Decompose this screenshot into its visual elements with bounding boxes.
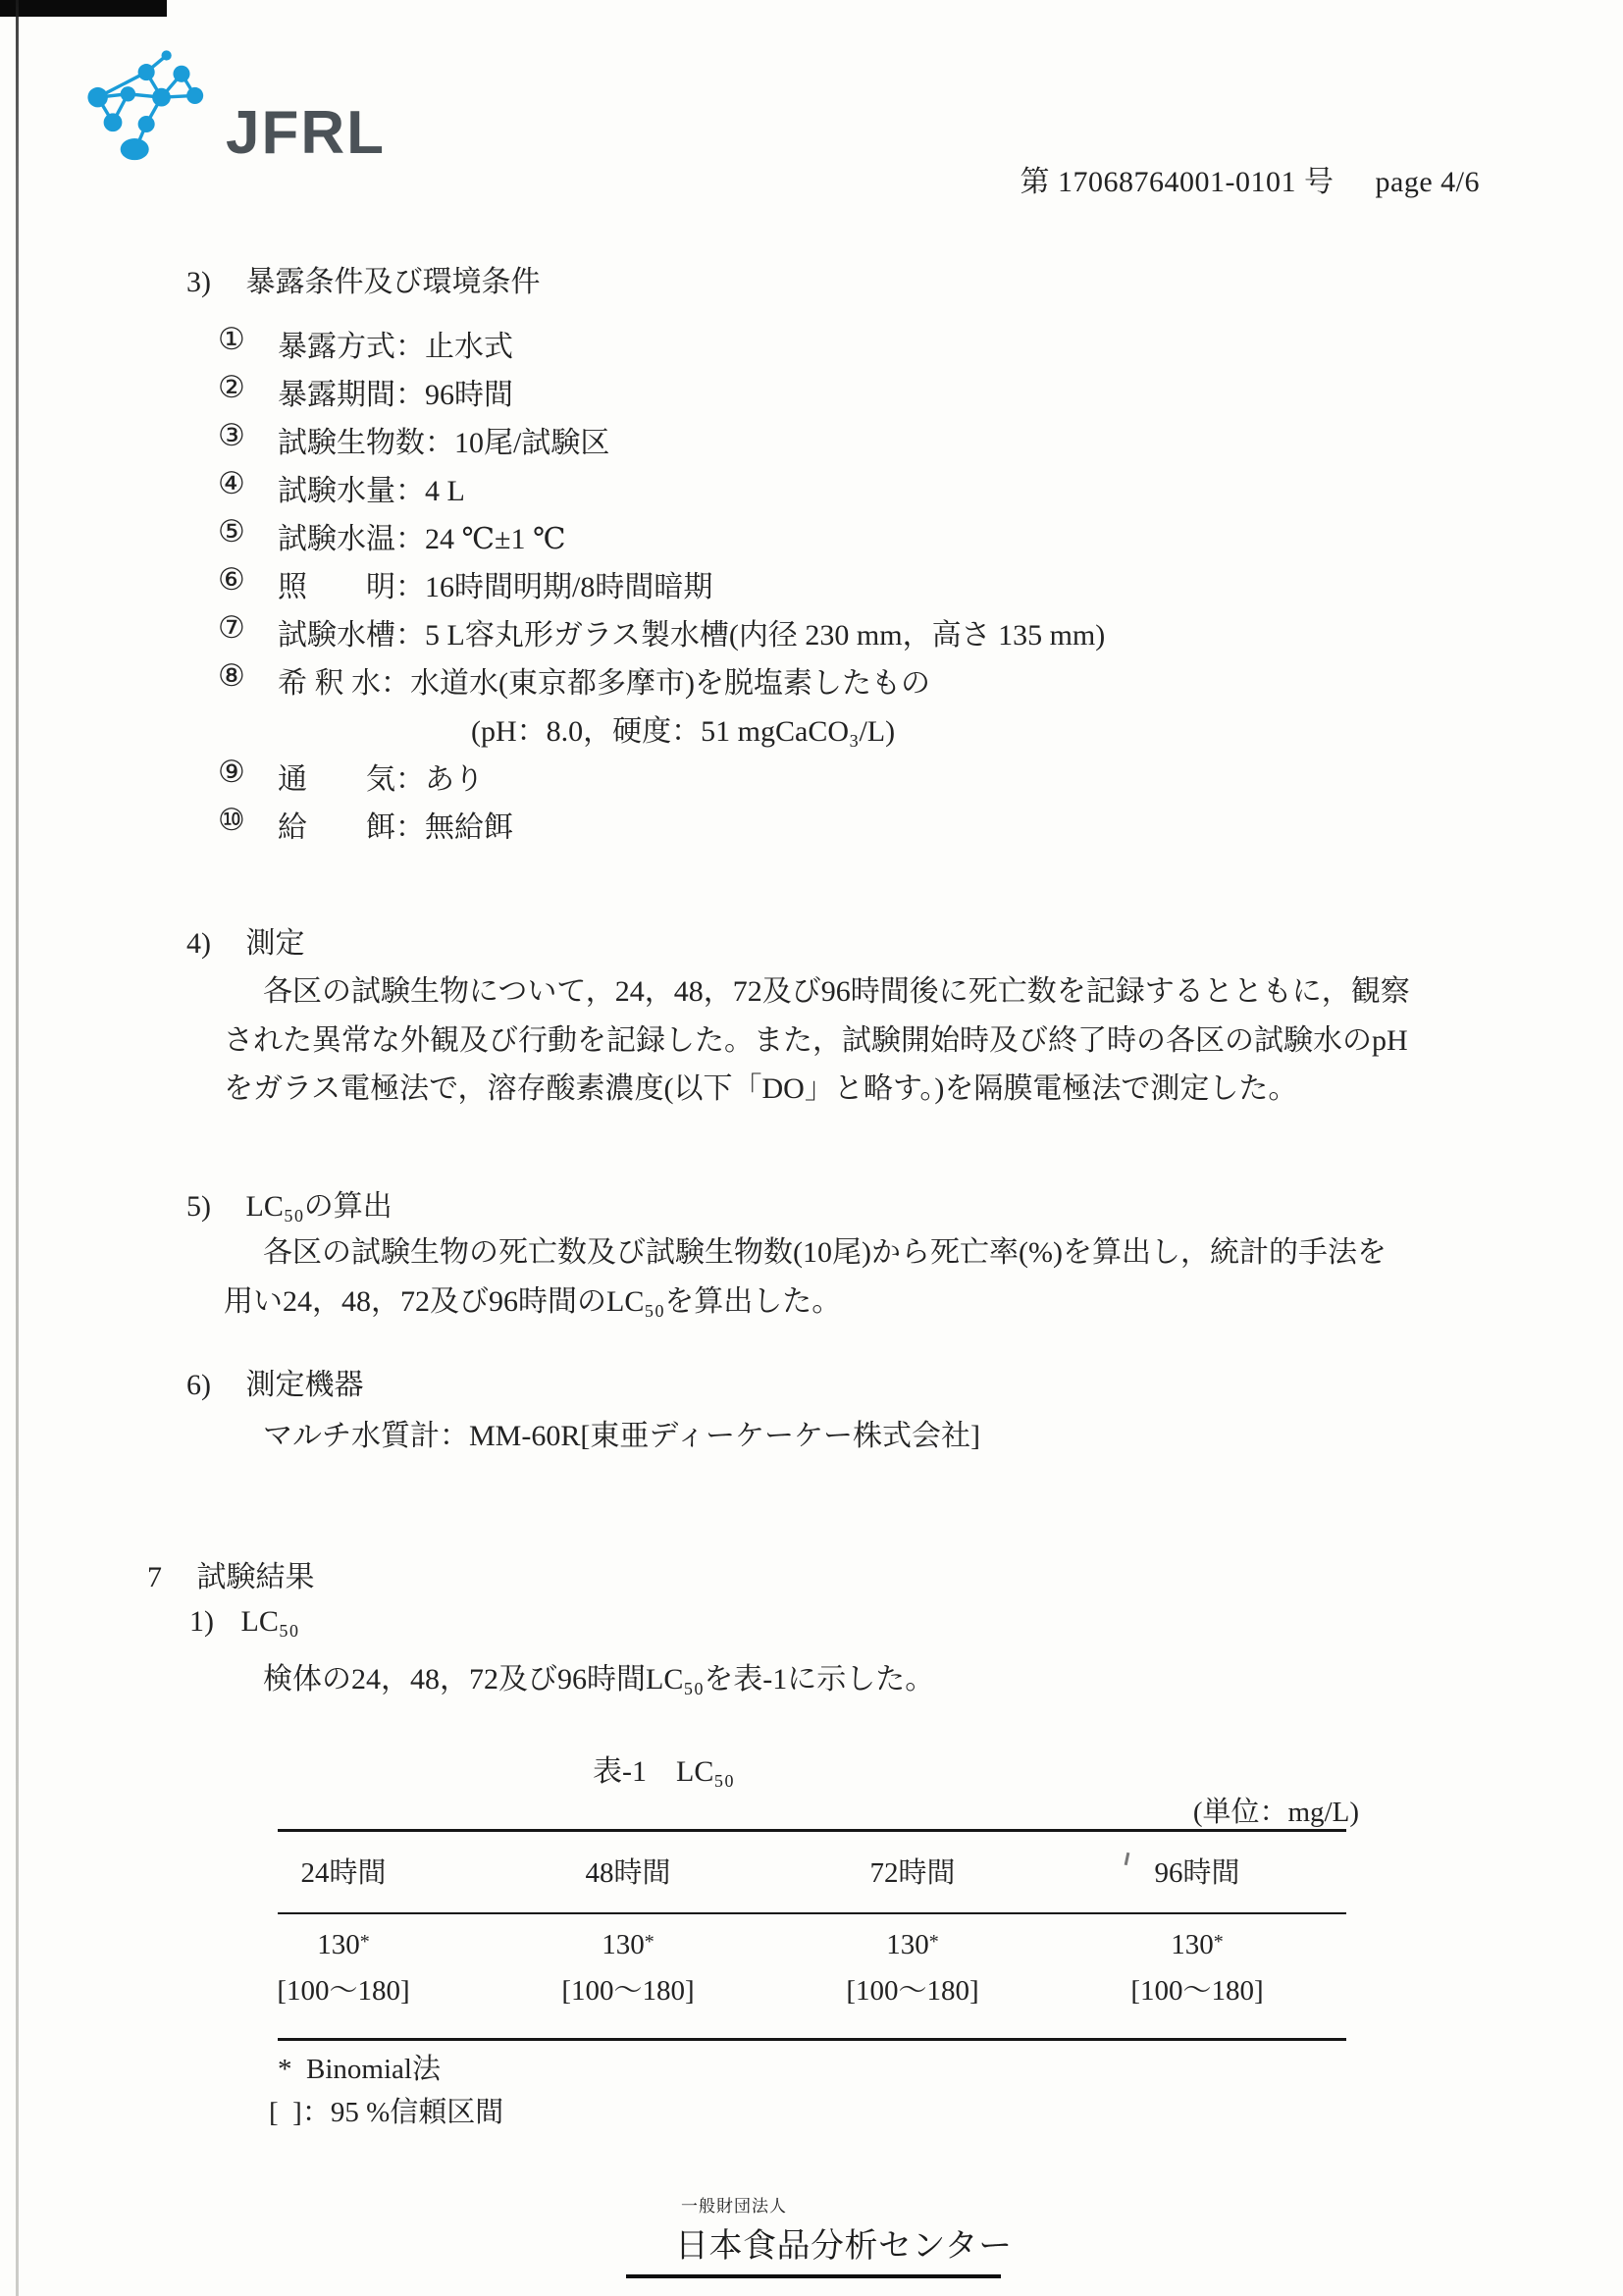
item-number: ⑧	[218, 658, 245, 693]
footnote-confidence: [ ]：95 %信頼区間	[269, 2097, 504, 2128]
paragraph-line: 各区の試験生物の死亡数及び試験生物数(10尾)から死亡率(%)を算出し，統計的手法を	[263, 1236, 1387, 1269]
lc50-value	[201, 1929, 486, 1968]
column-header: 96時間	[1154, 1857, 1240, 1889]
section5-number: 5)	[186, 1190, 211, 1223]
table-rule-bottom	[278, 2038, 1346, 2041]
section3-title: 暴露条件及び環境条件	[245, 266, 541, 298]
item-text: 希 釈 水：水道水(東京都多摩市)を脱塩素したもの	[278, 667, 930, 700]
value-number: 130	[317, 1929, 360, 1960]
item-number: ⑤	[218, 514, 245, 548]
confidence-range: [100〜180]	[846, 1975, 979, 2007]
measurement-paragraph	[224, 967, 1410, 1114]
section5-heading	[186, 1181, 393, 1225]
item-number: ①	[218, 322, 245, 356]
section4-title: 測定	[245, 927, 305, 960]
column-header: 24時間	[300, 1857, 387, 1889]
item-text: 試験水温：24 ℃±1 ℃	[278, 523, 566, 555]
footnote-binomial: * Binomial法	[278, 2054, 441, 2085]
condition-item-continuation	[218, 706, 1105, 755]
condition-item	[218, 562, 1105, 610]
table-column-48h	[486, 1851, 770, 2009]
section6-number: 6)	[186, 1369, 211, 1401]
confidence-range: [100〜180]	[277, 1975, 410, 2007]
condition-item	[218, 803, 1105, 851]
table-title: 表-1 LC₅₀	[593, 1755, 735, 1788]
item-number: ⑨	[218, 755, 245, 789]
lc50-value	[1055, 1929, 1339, 1968]
section3-number: 3)	[186, 266, 211, 298]
condition-item	[218, 418, 1105, 466]
scan-artifact-left-edge	[16, 0, 19, 2296]
page-indicator: page 4/6	[1375, 166, 1480, 198]
footer-underline	[626, 2274, 1001, 2278]
condition-item	[218, 610, 1105, 658]
item-number: ③	[218, 418, 245, 452]
item-text: 暴露期間：96時間	[278, 379, 513, 411]
table-unit: (単位：mg/L)	[1192, 1797, 1359, 1828]
confidence-range: [100〜180]	[1130, 1975, 1264, 2007]
section4-heading	[186, 918, 305, 962]
condition-item	[218, 755, 1105, 803]
item-text: 試験水量：4 L	[278, 475, 465, 507]
value-number: 130	[1171, 1929, 1214, 1960]
column-header: 48時間	[585, 1857, 671, 1889]
condition-item	[218, 466, 1105, 514]
item-text: 給 餌：無給餌	[278, 811, 513, 844]
document-header	[1021, 157, 1480, 200]
condition-item	[218, 514, 1105, 562]
section7-number: 7	[147, 1561, 162, 1593]
section6-title: 測定機器	[245, 1369, 364, 1401]
condition-item	[218, 658, 1105, 706]
lc50-value	[486, 1929, 770, 1968]
jfrl-logo	[84, 45, 386, 168]
table-column-24h	[201, 1851, 486, 2009]
sub-title: LC₅₀	[240, 1605, 299, 1638]
sub-number: 1)	[189, 1605, 214, 1638]
paragraph-line: をガラス電極法で，溶存酸素濃度(以下「DO」と略す。)を隔膜電極法で測定した。	[224, 1072, 1298, 1105]
table-rule-top	[278, 1829, 1346, 1832]
value-number: 130	[886, 1929, 929, 1960]
exposure-conditions-list	[218, 322, 1105, 851]
value-asterisk: *	[1213, 1931, 1224, 1953]
item-text: (pH：8.0，硬度：51 mgCaCO₃/L)	[471, 715, 896, 748]
section5-title: LC₅₀の算出	[245, 1190, 393, 1223]
section6-heading	[186, 1360, 364, 1403]
document-number: 第 17068764001-0101 号	[1020, 166, 1335, 198]
organization-footer	[626, 2192, 1013, 2278]
lc50-calculation-paragraph	[224, 1228, 1387, 1326]
scan-artifact-corner	[0, 0, 167, 17]
instrument-line: マルチ水質計：MM-60R[東亜ディーケーケー株式会社]	[263, 1420, 980, 1452]
confidence-range: [100〜180]	[561, 1975, 695, 2007]
paragraph-line: 用い24，48，72及び96時間のLC₅₀を算出した。	[224, 1284, 842, 1318]
paragraph-line: 各区の試験生物について，24，48，72及び96時間後に死亡数を記録するとともに，観察	[263, 975, 1410, 1008]
item-number: ⑦	[218, 610, 245, 645]
paragraph-line: された異常な外観及び行動を記録した。また，試験開始時及び終了時の各区の試験水のpH	[224, 1023, 1408, 1057]
column-header: 72時間	[869, 1857, 956, 1889]
value-asterisk: *	[644, 1931, 654, 1953]
section4-number: 4)	[186, 927, 211, 960]
section7-heading	[147, 1552, 315, 1595]
jfrl-logo-text: JFRL	[226, 99, 386, 167]
value-asterisk: *	[359, 1931, 370, 1953]
item-text: 試験水槽：5 L容丸形ガラス製水槽(内径 230 mm，高さ 135 mm)	[278, 619, 1106, 652]
table-column-96h	[1055, 1851, 1339, 2009]
section7-sub-heading	[189, 1605, 299, 1639]
organization-type: 一般財団法人	[681, 2197, 787, 2216]
item-number: ⑩	[218, 803, 245, 837]
table-column-72h	[770, 1851, 1055, 2009]
result-line: 検体の24，48，72及び96時間LC₅₀を表-1に示した。	[263, 1663, 935, 1696]
item-text: 試験生物数：10尾/試験区	[278, 427, 610, 459]
condition-item	[218, 322, 1105, 370]
item-number: ②	[218, 370, 245, 404]
item-text: 通 気：あり	[278, 763, 484, 796]
item-text: 照 明：16時間明期/8時間暗期	[278, 571, 713, 603]
organization-name: 日本食品分析センター	[675, 2227, 1013, 2265]
item-number: ④	[218, 466, 245, 500]
item-text: 暴露方式：止水式	[278, 331, 513, 363]
lc50-value	[770, 1929, 1055, 1968]
item-number: ⑥	[218, 562, 245, 597]
value-asterisk: *	[928, 1931, 939, 1953]
value-number: 130	[602, 1929, 645, 1960]
jfrl-network-icon	[84, 45, 210, 168]
condition-item	[218, 370, 1105, 418]
section7-title: 試験結果	[196, 1561, 315, 1593]
section3-heading	[186, 257, 541, 300]
